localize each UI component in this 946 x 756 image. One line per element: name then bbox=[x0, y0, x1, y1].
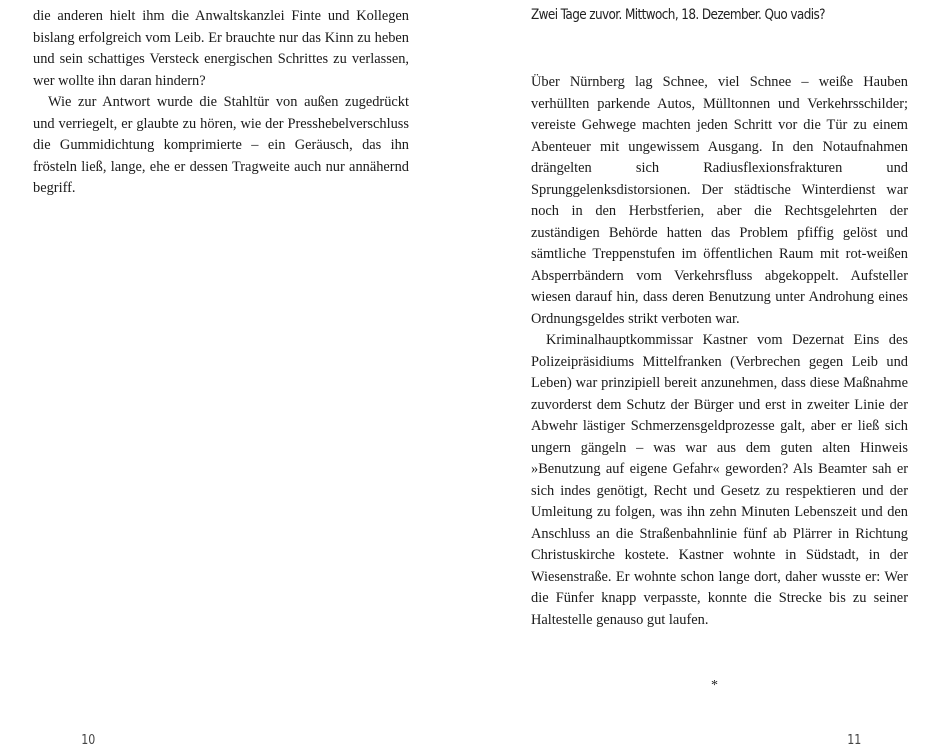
right-page-body bbox=[531, 72, 908, 631]
page-number-right: 11 bbox=[847, 733, 862, 748]
right-paragraph-1: Über Nürnberg lag Schnee, viel Schnee – weiße Hauben verhüllten parkende Autos, Mülltonnen und Verkehrsschilder; vereiste Gehwege machten jeden Schritt vor die Tür zu einem Abenteuer mit ungewissem Ausgang. In den Notaufnahmen drängelten sich Radiusflexionsfrakturen und Sprunggelenksdistorsionen. Der städtische Winterdienst war noch in den Herbstferien, aber die Rechtsgelehrten der zuständigen Behörde hatten das Problem pfiffig gelöst und sämtliche Treppenstufen im öffentlichen Raum mit rot-weißen Absperrbändern vom Verkehrsfluss abgekoppelt. Aufsteller wiesen darauf hin, dass deren Benutzung unter Androhung eines Ordnungsgeldes strikt verboten war. bbox=[531, 74, 908, 327]
section-separator: * bbox=[711, 678, 718, 693]
right-page bbox=[473, 0, 946, 756]
chapter-heading: Zwei Tage zuvor. Mittwoch, 18. Dezember. Quo vadis? bbox=[531, 7, 825, 23]
left-page-body bbox=[33, 6, 409, 200]
left-paragraph-2: Wie zur Antwort wurde die Stahltür von außen zugedrückt und verriegelt, er glaubte zu hören, wie der Presshebelverschluss die Gummidichtung komprimierte – ein Geräusch, das ihn frösteln ließ, lange, ehe er dessen Tragweite auch nur annähernd begriff. bbox=[33, 94, 409, 196]
right-paragraph-2: Kriminalhauptkommissar Kastner vom Dezernat Eins des Polizeipräsidiums Mittelfranken (Verbrechen gegen Leib und Leben) war prinzipiell bereit anzunehmen, dass diese Maßnahme zuvorderst dem Schutz der Bürger und erst in zweiter Linie der Abwehr lästiger Schmerzensgeldprozesse galt, aber er ließ sich ungern gängeln – was war aus dem guten alten Hinweis »Benutzung auf eigene Gefahr« geworden? Als Beamter sah er sich indes genötigt, Recht und Gesetz zu respektieren und der Umleitung zu folgen, was ihn zehn Minuten Lebenszeit und den Anschluss an die Straßenbahnlinie fünf ab Plärrer in Richtung Christuskirche kostete. Kastner wohnte in Südstadt, in der Wiesenstraße. Er wohnte schon lange dort, daher wusste er: Wer die Fünfer knapp verpasste, konnte die Strecke bis zu seiner Haltestelle genauso gut laufen. bbox=[531, 332, 908, 628]
left-paragraph-1: die anderen hielt ihm die Anwaltskanzlei Finte und Kollegen bislang erfolgreich vom Leib. Er brauchte nur das Kinn zu heben und sein schattiges Versteck energischen Schrittes zu verlassen, wer wollte ihn daran hindern? bbox=[33, 8, 409, 89]
page-number-left: 10 bbox=[81, 733, 96, 748]
